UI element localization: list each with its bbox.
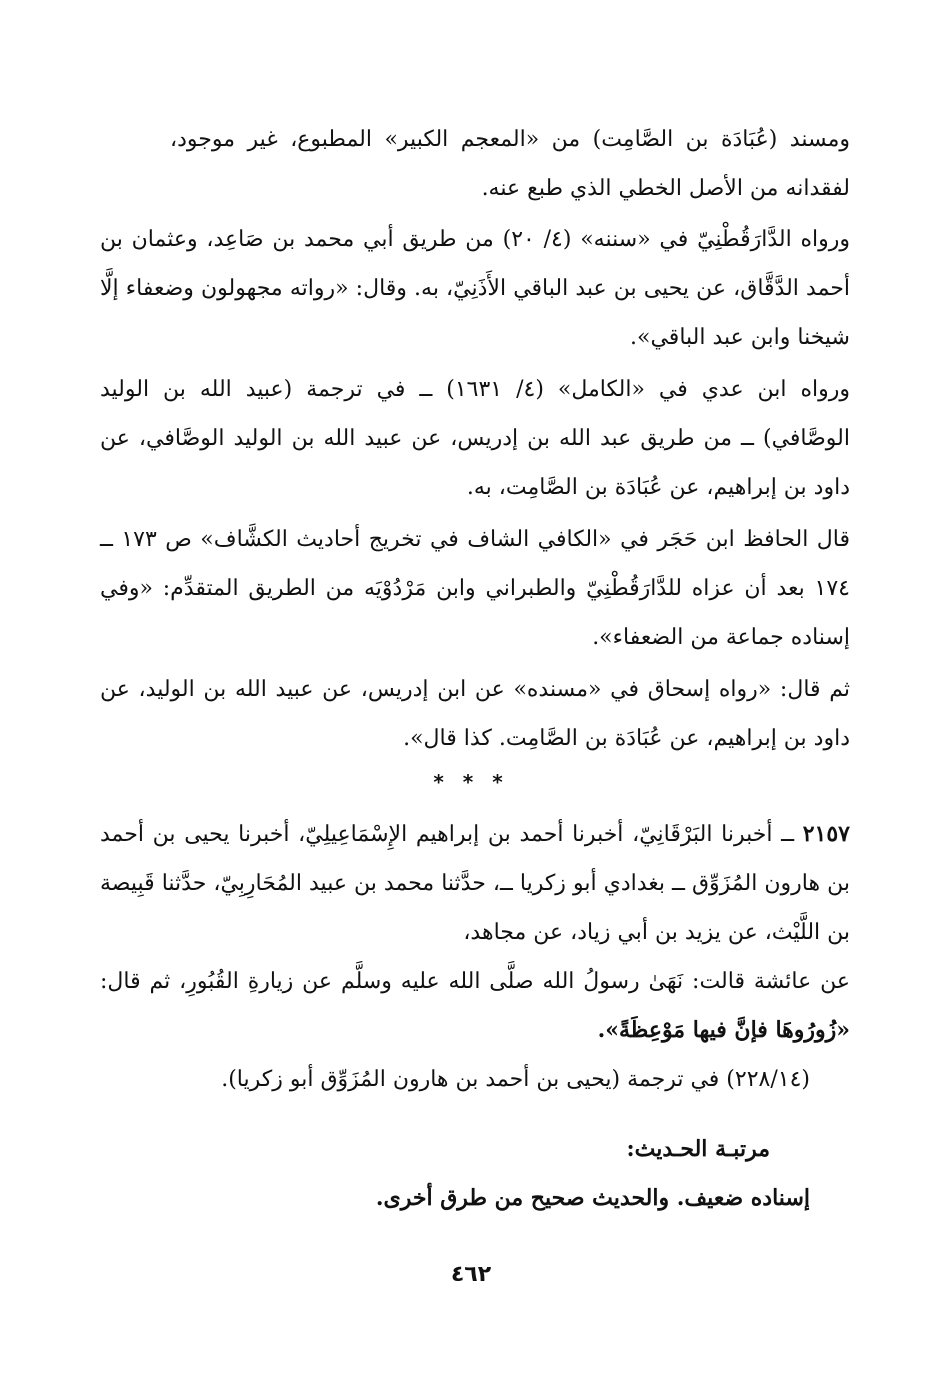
section-separator: * * * [433,770,509,794]
grading-text: إسناده ضعيف. والحديث صحيح من طرق أخرى. [375,1185,810,1211]
hadith-entry [100,810,850,1055]
grading-heading: مرتبـة الحـديث: [626,1136,770,1162]
hadith-isnad [100,810,850,957]
grading-block [100,1125,850,1223]
paragraph-1: ومسند (عُبَادَة بن الصَّامِت) من «المعجم الكبير» المطبوع، غير موجود، لفقدانه من الأصل الخطي الذي طبع عنه. [170,127,850,201]
paragraph-3: ورواه ابن عدي في «الكامل» (٤/ ١٦٣١) ــ في ترجمة (عبيد الله بن الوليد الوصَّافي) ــ من طريق عبد الله بن إدريس، عن عبيد الله بن الوليد الوصَّافي، عن داود بن إبراهيم، عن عُبَادَة بن الصَّامِت، به. [100,377,851,500]
source-note: (٢٢٨/١٤) في ترجمة (يحيى بن أحمد بن هارون المُزَوِّق أبو زكريا). [221,1067,810,1092]
hadith-number: ٢١٥٧ [802,821,850,847]
paragraph-mu'jam-note [100,115,850,213]
paragraph-ishaq [100,665,850,763]
paragraph-4: قال الحافظ ابن حَجَر في «الكافي الشاف في تخريج أحاديث الكشَّاف» ص ١٧٣ ــ ١٧٤ بعد أن عزاه للدَّارَقُطْنِيّ والطبراني وابن مَرْدُوْيَه من الطريق المتقدِّم: «وفي إسناده جماعة من الضعفاء». [100,527,850,650]
paragraph-5: ثم قال: «رواه إسحاق في «مسنده» عن ابن إدريس، عن عبيد الله بن الوليد، عن داود بن إبراهيم، عن عُبَادَة بن الصَّامِت. كذا قال». [100,677,850,751]
paragraph-ibn-adi [100,365,850,512]
hadith-matn [100,957,850,1055]
paragraph-2: ورواه الدَّارَقُطْنِيّ في «سننه» (٤/ ٢٠) من طريق أبي محمد بن صَاعِد، وعثمان بن أحمد الدَّقَّاق، عن يحيى بن عبد الباقي الأَذَنِيّ، به. وقال: «رواته مجهولون وضعفاء إلَّا شيخنا وابن عبد الباقي». [100,227,851,350]
hadith-matn-quote: «زُورُوهَا فإنَّ فيها مَوْعِظَةً». [597,1017,850,1043]
source-note-block [100,1055,850,1104]
page-number: ٤٦٢ [450,1262,492,1287]
hadith-matn-intro: عن عائشة قالت: نَهَىٰ رسولُ الله صلَّى الله عليه وسلَّم عن زيارةِ القُبُورِ، ثم قال: [100,969,850,994]
hadith-isnad-text: ــ أخبرنا البَرْقَانِيّ، أخبرنا أحمد بن إبراهيم الإِسْمَاعِيلِيّ، أخبرنا يحيى بن أحمد بن هارون المُزَوِّق ــ بغدادي أبو زكريا ــ، حدَّثنا محمد بن عبيد المُحَارِبِيّ، حدَّثنا قَبِيصة بن اللَّيْث، عن يزيد بن أبي زياد، عن مجاهد، [100,822,850,945]
paragraph-ibn-hajar [100,515,850,662]
paragraph-daraqutni [100,215,850,362]
